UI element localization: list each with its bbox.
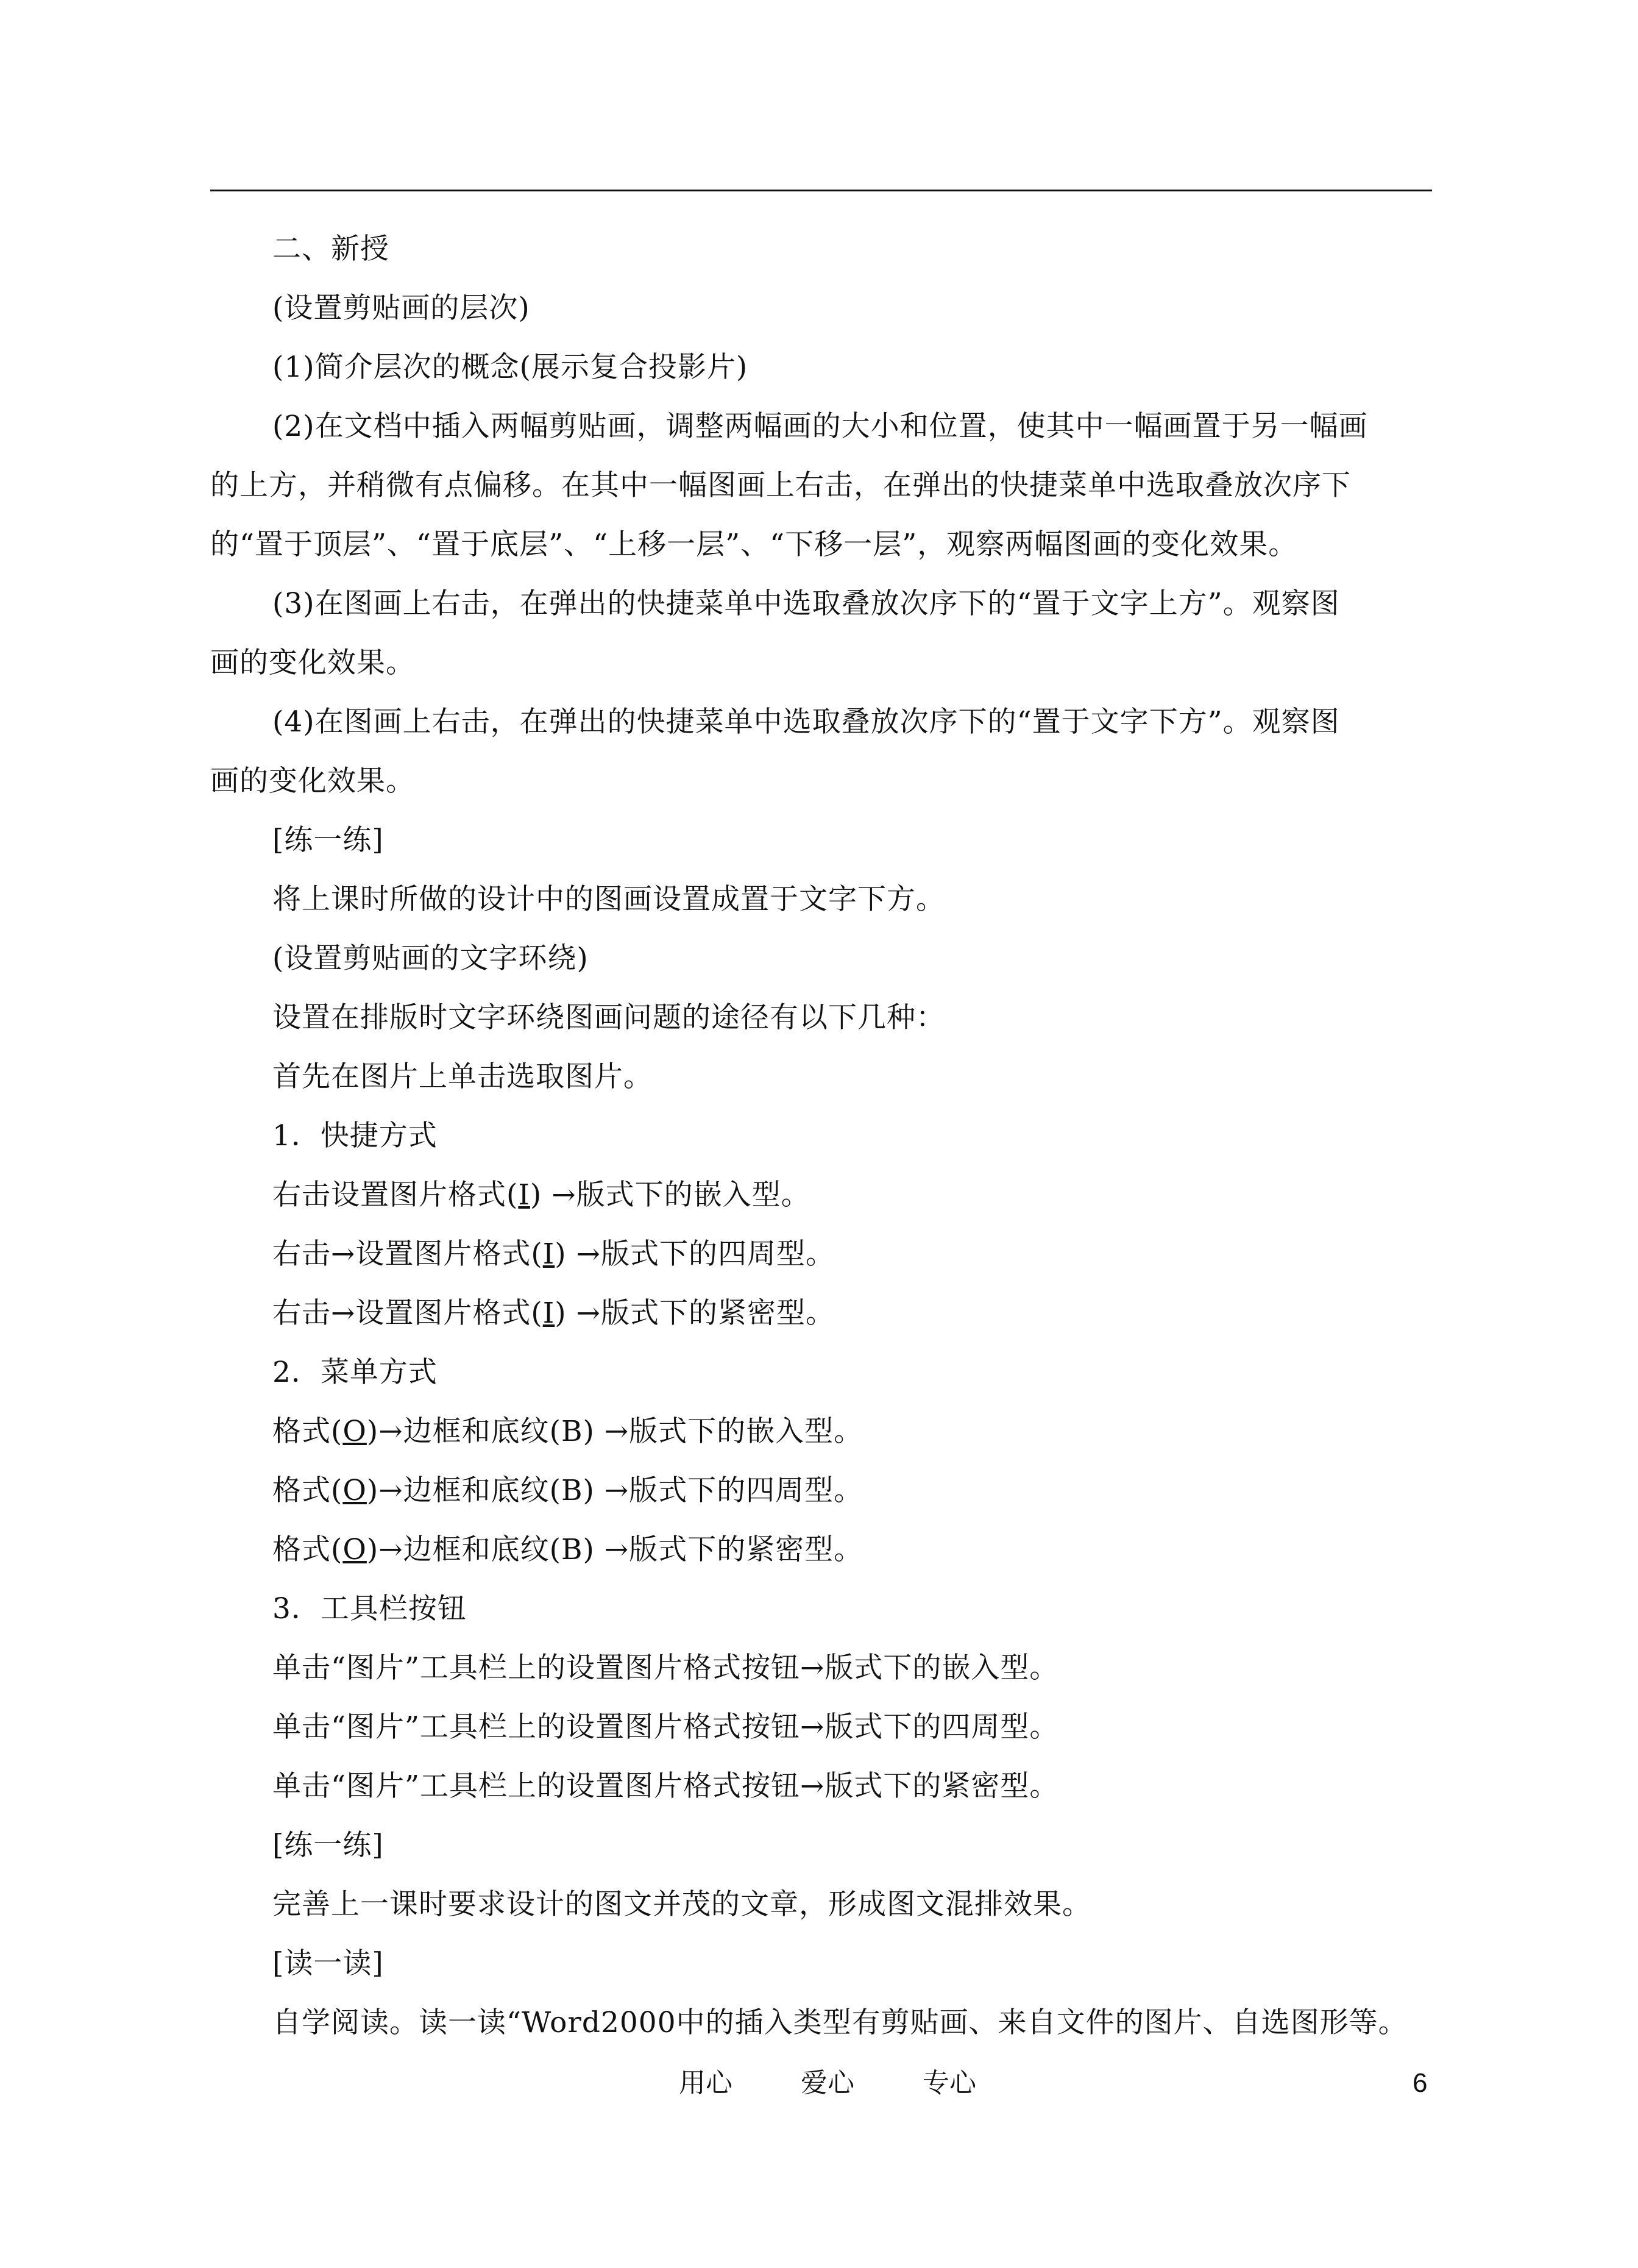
paragraph-line: 完善上一课时要求设计的图文并茂的文章，形成图文混排效果。 — [272, 1888, 1091, 1921]
subsection-heading: (设置剪贴画的文字环绕) — [272, 942, 589, 975]
paragraph-line: 设置在排版时文字环绕图画问题的途径有以下几种： — [272, 1001, 945, 1034]
paragraph-line: (2)在文档中插入两幅剪贴画，调整两幅画的大小和位置，使其中一幅画置于另一幅画 — [272, 410, 1368, 443]
menu-step-line: 格式(O)→边框和底纹(B) →版式下的紧密型。 — [272, 1533, 863, 1566]
list-heading: 1．快捷方式 — [272, 1119, 438, 1153]
exercise-heading: [练一练] — [272, 823, 384, 857]
paragraph-line: (3)在图画上右击，在弹出的快捷菜单中选取叠放次序下的“置于文字上方”。观察图 — [272, 587, 1340, 620]
shortcut-step-line: 右击→设置图片格式(I) →版式下的紧密型。 — [272, 1296, 835, 1330]
paragraph-line: 画的变化效果。 — [210, 646, 415, 680]
paragraph-line: 首先在图片上单击选取图片。 — [272, 1060, 653, 1093]
paragraph-line: (1)简介层次的概念(展示复合投影片) — [272, 350, 748, 384]
exercise-heading: [练一练] — [272, 1829, 384, 1862]
paragraph-line: 的“置于顶层”、“置于底层”、“上移一层”、“下移一层”，观察两幅图画的变化效果。 — [210, 528, 1298, 561]
footer-motto: 专心 — [923, 2067, 976, 2099]
menu-step-line: 格式(O)→边框和底纹(B) →版式下的嵌入型。 — [272, 1415, 863, 1448]
subsection-heading: (设置剪贴画的层次) — [272, 291, 530, 325]
paragraph-line: 画的变化效果。 — [210, 764, 415, 798]
paragraph-line: (4)在图画上右击，在弹出的快捷菜单中选取叠放次序下的“置于文字下方”。观察图 — [272, 705, 1340, 739]
reading-heading: [读一读] — [272, 1947, 384, 1980]
page-number: 6 — [1413, 2068, 1428, 2098]
menu-step-line: 格式(O)→边框和底纹(B) →版式下的四周型。 — [272, 1474, 863, 1507]
paragraph-line: 自学阅读。读一读“Word2000中的插入类型有剪贴画、来自文件的图片、自选图形等。 — [272, 2006, 1408, 2039]
footer-motto: 用心 — [679, 2067, 732, 2099]
section-heading: 二、新授 — [272, 232, 389, 266]
toolbar-step-line: 单击“图片”工具栏上的设置图片格式按钮→版式下的嵌入型。 — [272, 1651, 1059, 1685]
paragraph-line: 将上课时所做的设计中的图画设置成置于文字下方。 — [272, 883, 945, 916]
paragraph-line: 的上方，并稍微有点偏移。在其中一幅图画上右击，在弹出的快捷菜单中选取叠放次序下 — [210, 469, 1351, 502]
toolbar-step-line: 单击“图片”工具栏上的设置图片格式按钮→版式下的四周型。 — [272, 1710, 1059, 1744]
shortcut-step-line: 右击→设置图片格式(I) →版式下的四周型。 — [272, 1237, 835, 1271]
shortcut-step-line: 右击设置图片格式(I) →版式下的嵌入型。 — [272, 1178, 810, 1212]
list-heading: 3．工具栏按钮 — [272, 1592, 467, 1626]
header-rule — [210, 190, 1432, 191]
list-heading: 2．菜单方式 — [272, 1356, 438, 1389]
footer-motto: 爱心 — [801, 2067, 854, 2099]
toolbar-step-line: 单击“图片”工具栏上的设置图片格式按钮→版式下的紧密型。 — [272, 1769, 1059, 1803]
